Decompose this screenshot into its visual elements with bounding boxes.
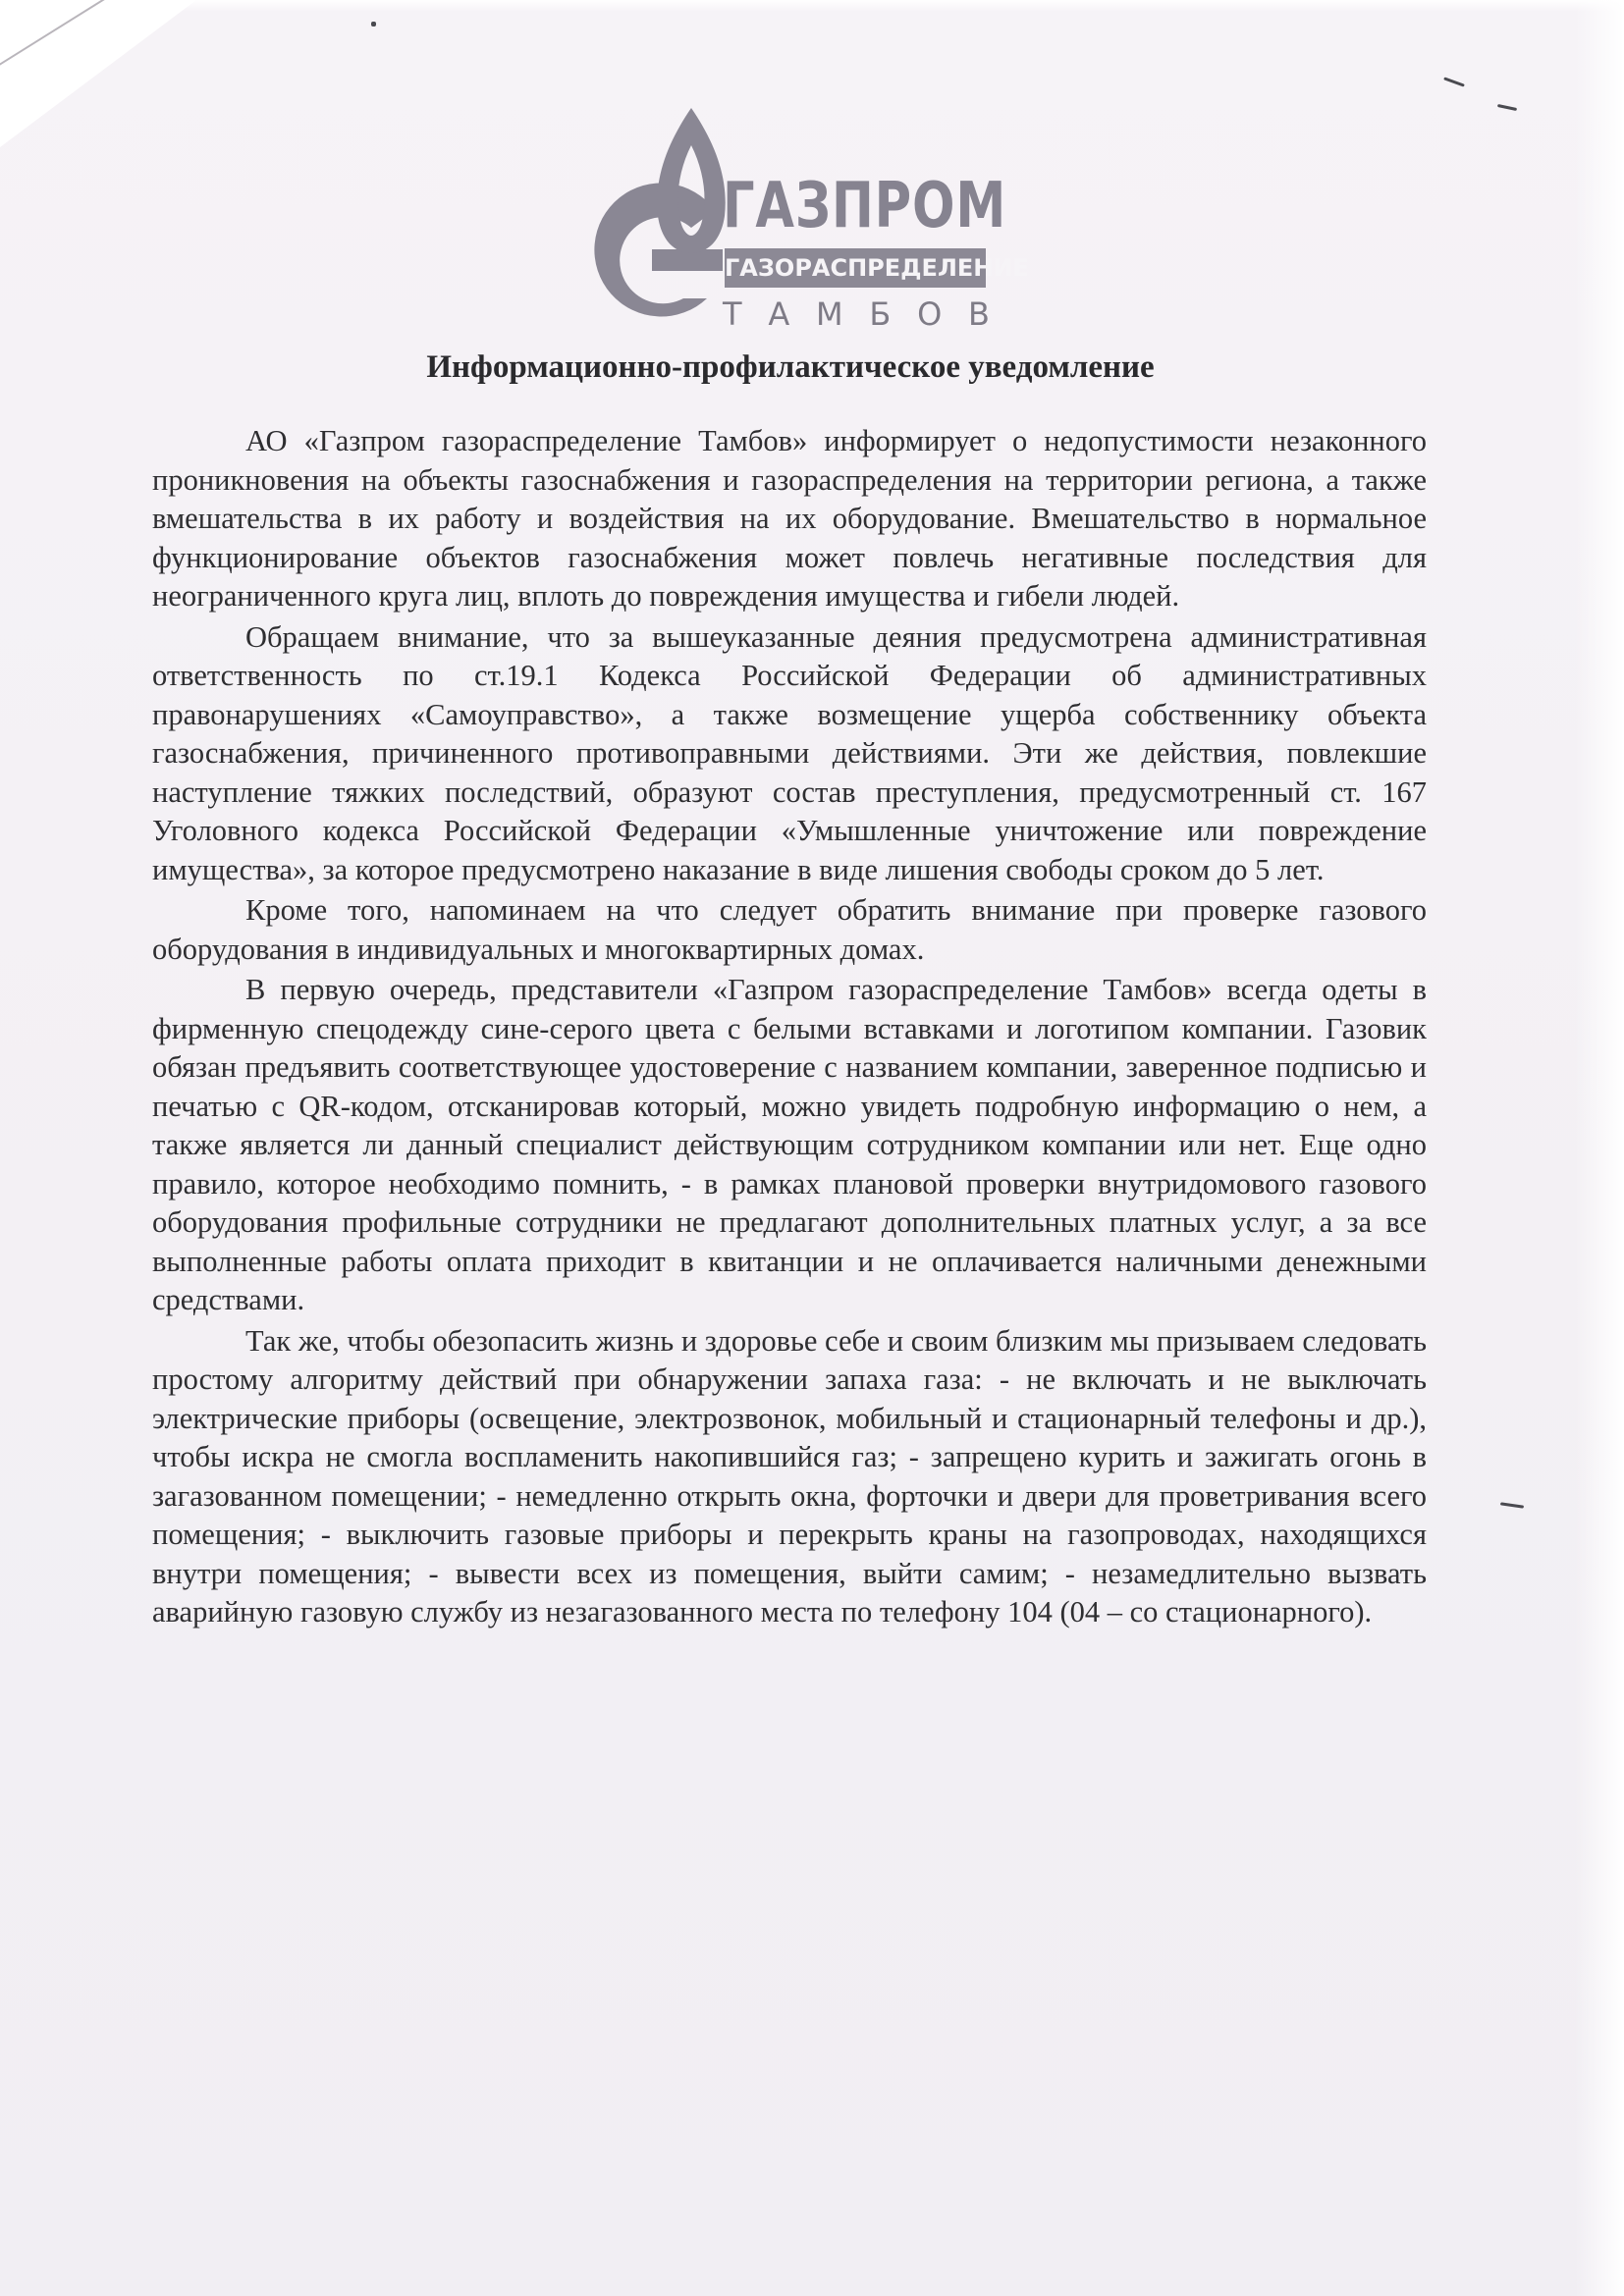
- logo-city-letter: О: [917, 295, 943, 333]
- paragraph-intro: АО «Газпром газораспределение Тамбов» информирует о недопустимости незаконного проникновения на объекты газоснабжения и газораспределения на территории региона, а также вмешательства в их работу и воздействия на их оборудование. Вмешательство в нормальное функционирование объектов газоснабжения может повлечь негативные последствия для неограниченного круга лиц, вплоть до повреждения имущества и гибели людей.: [152, 424, 1427, 613]
- logo-city-letter: М: [815, 295, 843, 333]
- document-title: Информационно-профилактическое уведомление: [426, 349, 1155, 385]
- scan-speck: [371, 22, 376, 27]
- paragraph-liability: Обращаем внимание, что за вышеуказанные деяния предусмотрена административная ответственность по ст.19.1 Кодекса Российской Федерации об административных правонарушениях «Самоуправство», а также возмещение ущерба собственнику объекта газоснабжения, причиненного противоправными действиями. Эти же действия, повлекшие наступление тяжких последствий, образуют состав преступления, предусмотренный ст. 167 Уголовного кодекса Российской Федерации «Умышленные уничтожение или повреждение имущества», за которое предусмотрено наказание в виде лишения свободы сроком до 5 лет.: [152, 619, 1427, 886]
- document-body: [152, 422, 1427, 1634]
- gazprom-logo: [589, 106, 1029, 334]
- paragraph-reminder: Кроме того, напоминаем на что следует обратить внимание при проверке газового оборудования в индивидуальных и многоквартирных домах.: [152, 893, 1427, 966]
- logo-city-letter: Т: [723, 295, 742, 333]
- paragraph-staff-identification: В первую очередь, представители «Газпром газораспределение Тамбов» всегда одеты в фирменную спецодежду сине-серого цвета с белыми вставками и логотипом компании. Газовик обязан предъявить соответствующее удостоверение с названием компании, заверенное подписью и печатью с QR-кодом, отсканировав который, можно увидеть подробную информацию о нем, а также является ли данный специалист действующим сотрудником компании или нет. Еще одно правило, которое необходимо помнить, - в рамках плановой проверки внутридомового газового оборудования профильные сотрудники не предлагают дополнительных платных услуг, а за все выполненные работы оплата приходит в квитанции и не оплачивается наличными денежными средствами.: [152, 973, 1427, 1316]
- scan-right-edge: [1575, 0, 1624, 2296]
- logo-city-letter: В: [968, 295, 990, 333]
- scan-speck: [1443, 77, 1465, 86]
- logo-city-letter: Б: [869, 295, 892, 333]
- folded-corner: [0, 0, 196, 147]
- scan-top-edge: [0, 0, 1624, 12]
- logo-city-letter: А: [768, 295, 790, 333]
- scan-speck: [1497, 104, 1517, 111]
- paragraph-gas-leak-algorithm: Так же, чтобы обезопасить жизнь и здоровье себе и своим близким мы призываем следовать простому алгоритму действий при обнаружении запаха газа: - не включать и не выключать электрические приборы (освещение, электрозвонок, мобильный и стационарный телефоны и др.), чтобы искра не смогла воспламенить накопившийся газ; - запрещено курить и зажигать огонь в загазованном помещении; - немедленно открыть окна, форточки и двери для проветривания всего помещения; - выключить газовые приборы и перекрыть краны на газопроводах, находящихся внутри помещения; - вывести всех из помещения, выйти самим; - незамедлительно вызвать аварийную газовую службу из незагазованного места по телефону 104 (04 – со стационарного).: [152, 1323, 1427, 1629]
- logo-brand-name: ГАЗПРОМ: [723, 170, 1007, 242]
- logo-city: [723, 294, 990, 334]
- scan-speck: [1500, 1502, 1524, 1508]
- logo-subtitle: ГАЗОРАСПРЕДЕЛЕНИЕ: [725, 248, 986, 288]
